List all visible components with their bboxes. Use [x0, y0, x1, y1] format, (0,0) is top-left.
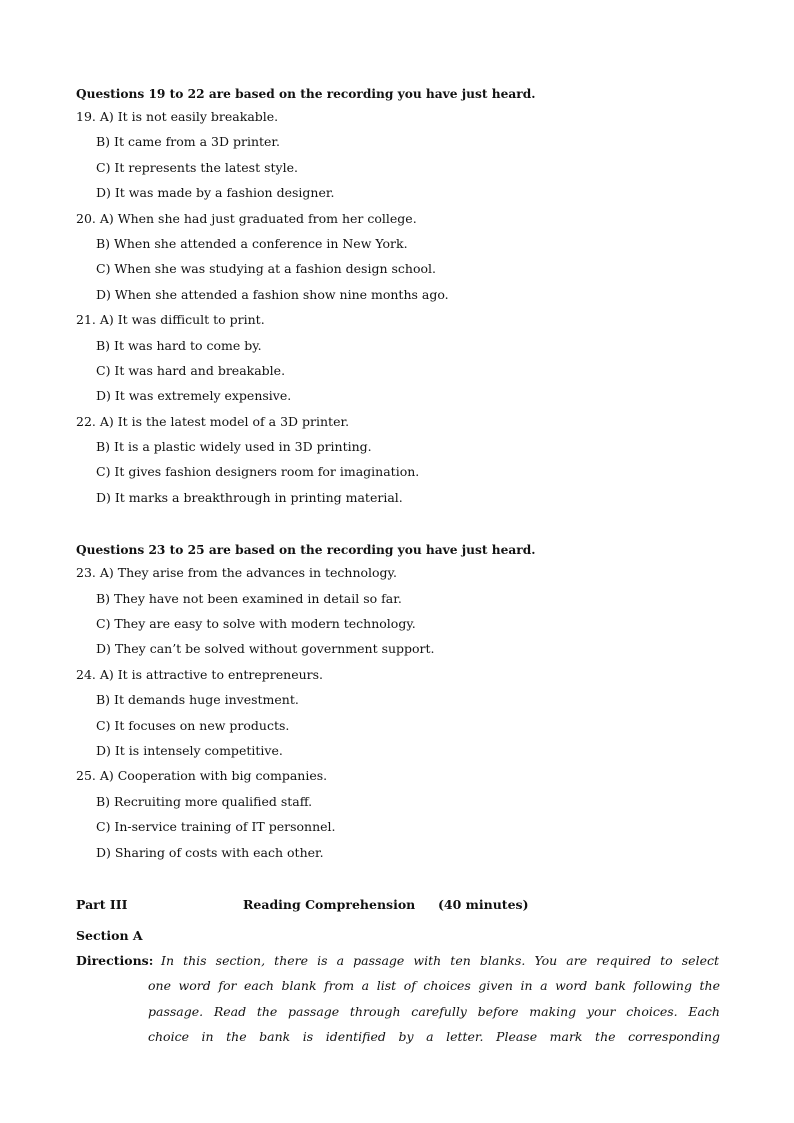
- spacer: [76, 515, 726, 542]
- question-19-option-d: D) It was made by a fashion designer.: [96, 185, 335, 201]
- question-21-option-d: D) It was extremely expensive.: [96, 388, 292, 404]
- directions-text-4: choice in the bank is identified by a letter. Please mark the corresponding: [148, 1029, 720, 1045]
- part-time: (40 minutes): [438, 896, 529, 912]
- question-22: 22. A) It is the latest model of a 3D printer.: [76, 413, 350, 429]
- question-19-option-b: B) It came from a 3D printer.: [96, 134, 280, 150]
- question-22-option-c: C) It gives fashion designers room for imagination.: [96, 464, 420, 480]
- question-21: 21. A) It was difficult to print.: [76, 312, 265, 328]
- directions-line-3: [76, 1004, 726, 1029]
- directions-label: Directions:: [76, 952, 154, 968]
- section-title: Section A: [76, 927, 143, 943]
- question-20-option-d: D) When she attended a fashion show nine months ago.: [96, 286, 449, 302]
- question-23-option-d: D) They can’t be solved without government support.: [96, 641, 435, 657]
- question-19-option-c: C) It represents the latest style.: [96, 159, 298, 175]
- question-25-option-c: C) In-service training of IT personnel.: [96, 819, 336, 835]
- question-20-option-b: B) When she attended a conference in New York.: [96, 235, 408, 251]
- question-24: 24. A) It is attractive to entrepreneurs.: [76, 666, 324, 682]
- question-24-option-d: D) It is intensely competitive.: [96, 742, 283, 758]
- part-label: Part III: [76, 896, 128, 912]
- question-24-option-b: B) It demands huge investment.: [96, 692, 299, 708]
- question-24-option-c: C) It focuses on new products.: [96, 717, 290, 733]
- spacer: [76, 870, 726, 897]
- question-25-option-b: B) Recruiting more qualified staff.: [96, 793, 313, 809]
- directions-text-1: In this section, there is a passage with ten blanks. You are required to select: [161, 952, 719, 968]
- exam-page: [76, 86, 726, 1055]
- question-21-option-c: C) It was hard and breakable.: [96, 362, 286, 378]
- question-19: 19. A) It is not easily breakable.: [76, 109, 279, 124]
- question-20: 20. A) When she had just graduated from her college.: [76, 210, 417, 226]
- question-25: 25. A) Cooperation with big companies.: [76, 768, 328, 784]
- part-heading: [76, 897, 726, 928]
- group1-heading: Questions 19 to 22 are based on the recording you have just heard.: [76, 87, 536, 101]
- question-25-option-d: D) Sharing of costs with each other.: [96, 844, 324, 860]
- directions-text-2: one word for each blank from a list of choices given in a word bank following the: [148, 978, 720, 994]
- question-23-option-c: C) They are easy to solve with modern technology.: [96, 616, 416, 632]
- question-21-option-b: B) It was hard to come by.: [96, 337, 262, 353]
- question-23: 23. A) They arise from the advances in technology.: [76, 565, 397, 581]
- question-23-option-b: B) They have not been examined in detail so far.: [96, 590, 402, 606]
- directions-text-3: passage. Read the passage through carefully before making your choices. Each: [148, 1003, 720, 1019]
- directions-line-2: [76, 978, 726, 1003]
- directions-line-4: [76, 1029, 726, 1054]
- question-22-option-b: B) It is a plastic widely used in 3D printing.: [96, 439, 372, 455]
- question-20-option-c: C) When she was studying at a fashion design school.: [96, 261, 436, 277]
- part-title: Reading Comprehension: [243, 896, 416, 912]
- question-22-option-d: D) It marks a breakthrough in printing material.: [96, 489, 403, 505]
- directions-line-1: [76, 953, 726, 978]
- group2-heading: Questions 23 to 25 are based on the recording you have just heard.: [76, 543, 536, 558]
